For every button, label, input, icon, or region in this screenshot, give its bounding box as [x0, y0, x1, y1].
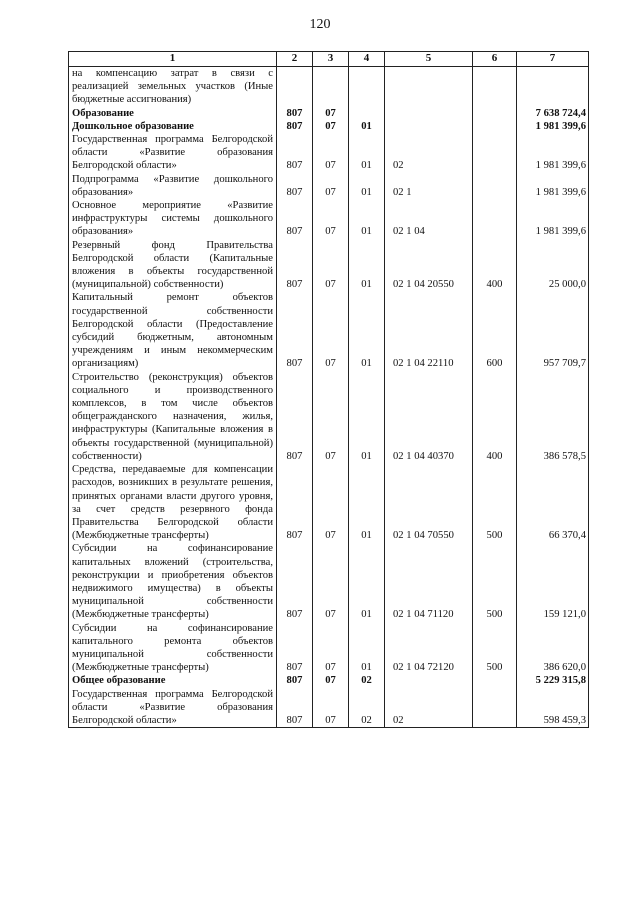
- row-name-cell: Средства, передаваемые для компенсации расходов, возникших в результате решения, принятых органами власти другого уровня, за счет средств резервного фонда Правительства Белгородской области (Межбюджетные трансферты): [69, 463, 277, 542]
- subsection-code-cell: 01: [349, 622, 385, 675]
- subsection-code-cell: [349, 67, 385, 107]
- amount-cell: 66 370,4: [517, 463, 589, 542]
- amount-cell: 5 229 315,8: [517, 674, 589, 687]
- section-code-cell: 07: [313, 688, 349, 728]
- row-name-cell: Субсидии на софинансирование капитальных вложений (строительства, реконструкции и приобретения объектов недвижимого имущества) в объекты муниципальной собственности (Межбюджетные трансферты): [69, 542, 277, 621]
- subsection-code-cell: 01: [349, 199, 385, 239]
- expense-type-cell: 500: [473, 542, 517, 621]
- ministry-code-cell: 807: [277, 291, 313, 370]
- page-number: 120: [309, 17, 331, 32]
- table-row: [69, 133, 589, 173]
- table-row: [69, 173, 589, 199]
- section-code-cell: 07: [313, 120, 349, 133]
- subsection-code-cell: [349, 107, 385, 120]
- table-row: [69, 239, 589, 292]
- ministry-code-cell: 807: [277, 239, 313, 292]
- ministry-code-cell: [277, 67, 313, 107]
- ministry-code-cell: 807: [277, 674, 313, 687]
- amount-cell: 598 459,3: [517, 688, 589, 728]
- target-article-cell: [385, 107, 473, 120]
- expense-type-cell: 500: [473, 622, 517, 675]
- section-code-cell: 07: [313, 542, 349, 621]
- subsection-code-cell: 01: [349, 239, 385, 292]
- expense-type-cell: [473, 133, 517, 173]
- target-article-cell: 02 1 04 70550: [385, 463, 473, 542]
- target-article-cell: 02 1 04 72120: [385, 622, 473, 675]
- ministry-code-cell: 807: [277, 133, 313, 173]
- row-name-cell: Основное мероприятие «Развитие инфраструктуры системы дошкольного образования»: [69, 199, 277, 239]
- target-article-cell: 02 1 04: [385, 199, 473, 239]
- table-row: [69, 688, 589, 728]
- amount-cell: 1 981 399,6: [517, 133, 589, 173]
- expense-type-cell: 600: [473, 291, 517, 370]
- expense-type-cell: [473, 120, 517, 133]
- table-row: [69, 199, 589, 239]
- target-article-cell: 02 1 04 22110: [385, 291, 473, 370]
- target-article-cell: 02 1 04 20550: [385, 239, 473, 292]
- section-code-cell: 07: [313, 291, 349, 370]
- budget-table: [68, 51, 589, 728]
- row-name-cell: Общее образование: [69, 674, 277, 687]
- column-header-1: 1: [69, 52, 277, 67]
- subsection-code-cell: 01: [349, 542, 385, 621]
- section-code-cell: 07: [313, 173, 349, 199]
- section-code-cell: 07: [313, 622, 349, 675]
- amount-cell: 7 638 724,4: [517, 107, 589, 120]
- table-row: [69, 107, 589, 120]
- expense-type-cell: 400: [473, 371, 517, 463]
- column-header-3: 3: [313, 52, 349, 67]
- expense-type-cell: [473, 199, 517, 239]
- expense-type-cell: [473, 674, 517, 687]
- ministry-code-cell: 807: [277, 542, 313, 621]
- ministry-code-cell: 807: [277, 199, 313, 239]
- section-code-cell: 07: [313, 199, 349, 239]
- amount-cell: [517, 67, 589, 107]
- table-body: [69, 67, 589, 728]
- expense-type-cell: [473, 67, 517, 107]
- subsection-code-cell: 01: [349, 371, 385, 463]
- row-name-cell: Образование: [69, 107, 277, 120]
- table-row: [69, 542, 589, 621]
- section-code-cell: 07: [313, 107, 349, 120]
- ministry-code-cell: 807: [277, 173, 313, 199]
- target-article-cell: 02: [385, 133, 473, 173]
- row-name-cell: Подпрограмма «Развитие дошкольного образования»: [69, 173, 277, 199]
- table-row: [69, 674, 589, 687]
- subsection-code-cell: 01: [349, 291, 385, 370]
- subsection-code-cell: 02: [349, 688, 385, 728]
- section-code-cell: 07: [313, 371, 349, 463]
- column-header-4: 4: [349, 52, 385, 67]
- ministry-code-cell: 807: [277, 688, 313, 728]
- amount-cell: 957 709,7: [517, 291, 589, 370]
- amount-cell: 159 121,0: [517, 542, 589, 621]
- ministry-code-cell: 807: [277, 371, 313, 463]
- column-header-2: 2: [277, 52, 313, 67]
- subsection-code-cell: 01: [349, 120, 385, 133]
- table-row: [69, 463, 589, 542]
- row-name-cell: Дошкольное образование: [69, 120, 277, 133]
- subsection-code-cell: 01: [349, 173, 385, 199]
- section-code-cell: 07: [313, 463, 349, 542]
- amount-cell: 386 620,0: [517, 622, 589, 675]
- column-header-5: 5: [385, 52, 473, 67]
- row-name-cell: Строительство (реконструкция) объектов социального и производственного комплексов, в том числе объектов общегражданского назначения, жилья, инфраструктуры (Капитальные вложения в объекты государственной (муниципальной) собственности): [69, 371, 277, 463]
- table-row: [69, 67, 589, 107]
- header-row: [69, 52, 589, 67]
- ministry-code-cell: 807: [277, 463, 313, 542]
- section-code-cell: 07: [313, 133, 349, 173]
- row-name-cell: Резервный фонд Правительства Белгородской области (Капитальные вложения в объекты государственной (муниципальной) собственности): [69, 239, 277, 292]
- ministry-code-cell: 807: [277, 120, 313, 133]
- table-row: [69, 120, 589, 133]
- expense-type-cell: 400: [473, 239, 517, 292]
- target-article-cell: 02 1 04 71120: [385, 542, 473, 621]
- expense-type-cell: [473, 107, 517, 120]
- section-code-cell: 07: [313, 239, 349, 292]
- subsection-code-cell: 02: [349, 674, 385, 687]
- column-header-7: 7: [517, 52, 589, 67]
- amount-cell: 1 981 399,6: [517, 120, 589, 133]
- amount-cell: 25 000,0: [517, 239, 589, 292]
- target-article-cell: [385, 67, 473, 107]
- amount-cell: 1 981 399,6: [517, 173, 589, 199]
- expense-type-cell: 500: [473, 463, 517, 542]
- row-name-cell: Государственная программа Белгородской области «Развитие образования Белгородской области»: [69, 688, 277, 728]
- table-row: [69, 371, 589, 463]
- target-article-cell: [385, 674, 473, 687]
- section-code-cell: 07: [313, 674, 349, 687]
- table-row: [69, 291, 589, 370]
- expense-type-cell: [473, 173, 517, 199]
- row-name-cell: Государственная программа Белгородской области «Развитие образования Белгородской области»: [69, 133, 277, 173]
- subsection-code-cell: 01: [349, 463, 385, 542]
- ministry-code-cell: 807: [277, 622, 313, 675]
- amount-cell: 386 578,5: [517, 371, 589, 463]
- target-article-cell: 02: [385, 688, 473, 728]
- target-article-cell: [385, 120, 473, 133]
- expense-type-cell: [473, 688, 517, 728]
- target-article-cell: 02 1 04 40370: [385, 371, 473, 463]
- column-header-6: 6: [473, 52, 517, 67]
- target-article-cell: 02 1: [385, 173, 473, 199]
- table-row: [69, 622, 589, 675]
- subsection-code-cell: 01: [349, 133, 385, 173]
- row-name-cell: Субсидии на софинансирование капитального ремонта объектов муниципальной собственности (Межбюджетные трансферты): [69, 622, 277, 675]
- section-code-cell: [313, 67, 349, 107]
- amount-cell: 1 981 399,6: [517, 199, 589, 239]
- row-name-cell: Капитальный ремонт объектов государственной собственности Белгородской области (Предоставление субсидий бюджетным, автономным учреждениям и иным некоммерческим организациям): [69, 291, 277, 370]
- row-name-cell: на компенсацию затрат в связи с реализацией земельных участков (Иные бюджетные ассигнования): [69, 67, 277, 107]
- ministry-code-cell: 807: [277, 107, 313, 120]
